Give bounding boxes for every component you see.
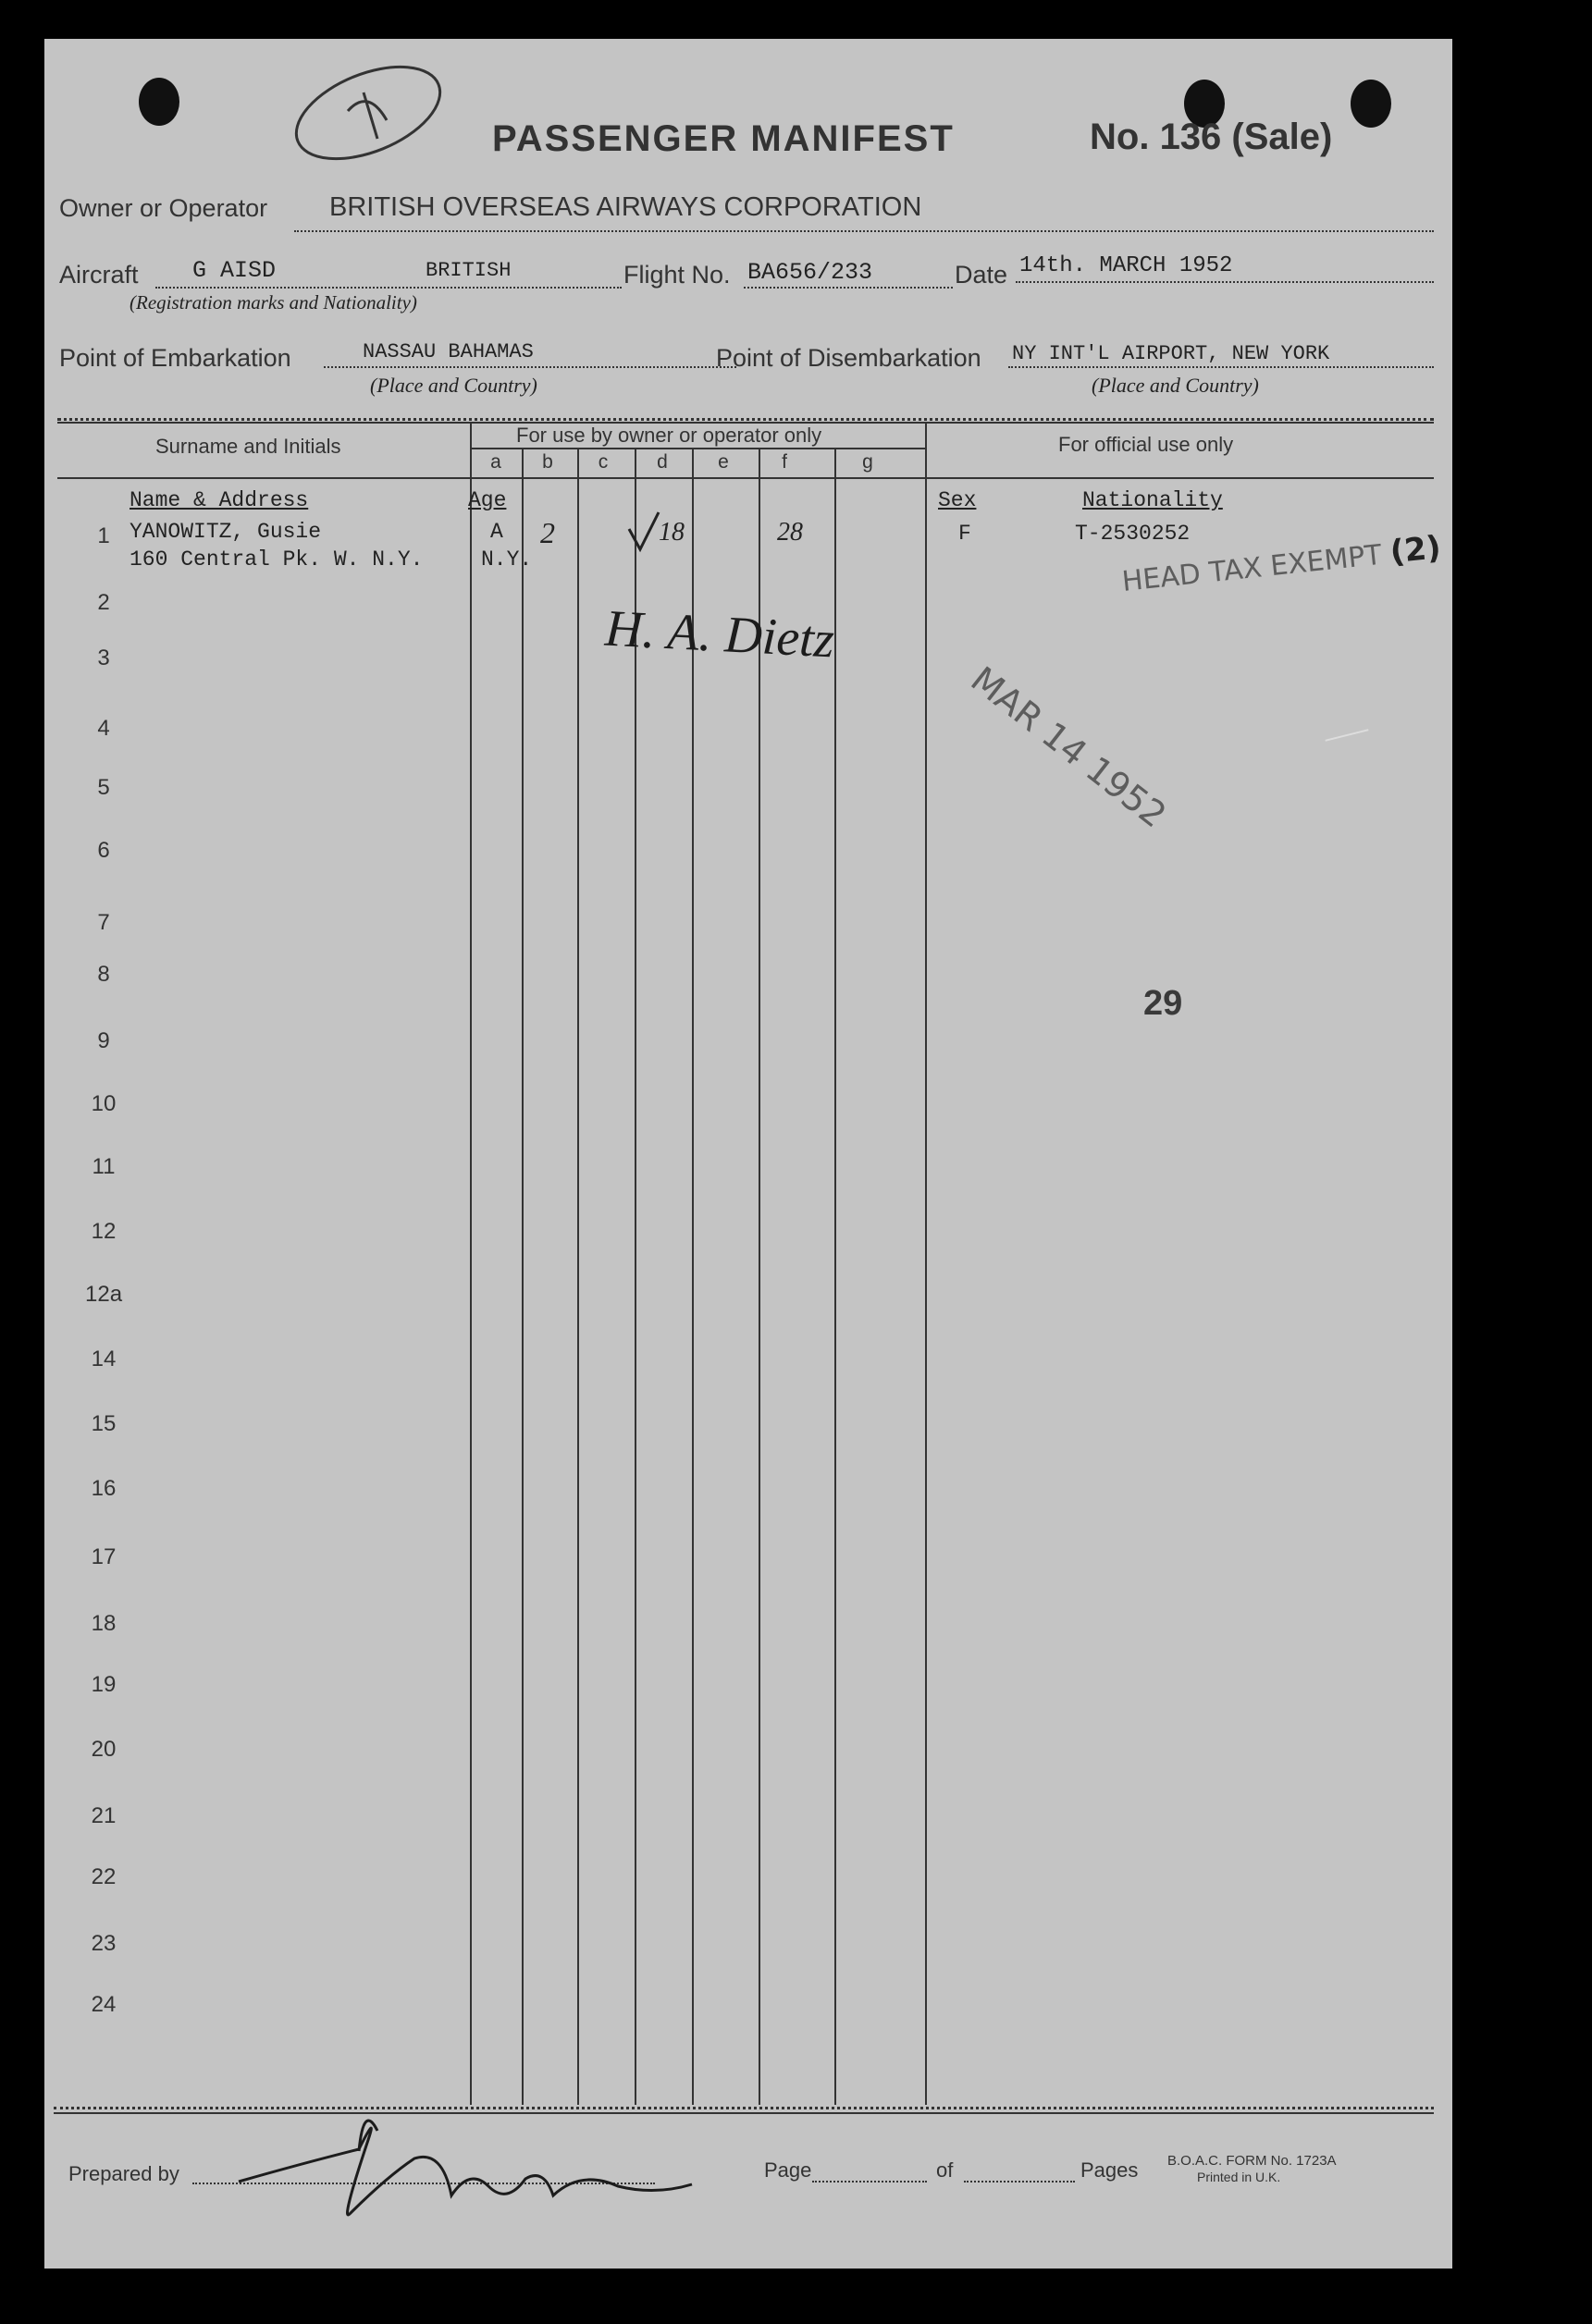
row-number: 20: [91, 1737, 117, 1762]
page-label: Page: [764, 2158, 812, 2182]
of-line: [964, 2181, 1075, 2183]
sex-label: Sex: [938, 488, 977, 512]
flight-label: Flight No.: [623, 261, 731, 289]
prepared-by-label: Prepared by: [68, 2162, 179, 2185]
date-stamp: MAR 14 1952: [963, 658, 1174, 836]
owner-line: [294, 230, 1434, 232]
embark-caption: (Place and Country): [370, 374, 537, 397]
passenger-name: YANOWITZ, Gusie: [130, 520, 322, 544]
row-number: 16: [91, 1476, 117, 1501]
row-number: 18: [91, 1611, 117, 1636]
row-number: 12: [91, 1219, 117, 1244]
column-d-header: d: [657, 451, 668, 473]
passenger-age-state: N.Y.: [481, 547, 533, 572]
column-divider: [635, 448, 636, 2105]
disembark-label: Point of Disembarkation: [716, 344, 981, 372]
flight-line: [744, 287, 953, 289]
row-number: 24: [91, 1992, 117, 2017]
embark-label: Point of Embarkation: [59, 344, 291, 372]
form-title: PASSENGER MANIFEST: [492, 118, 955, 159]
date-line: [1016, 281, 1434, 283]
row-number: 11: [92, 1154, 116, 1179]
row-number: 10: [91, 1091, 117, 1116]
name-address-label: Name & Address: [130, 488, 309, 512]
printed-in: Printed in U.K.: [1197, 2170, 1281, 2184]
embark-line: [324, 366, 736, 368]
row-number: 5: [97, 775, 110, 800]
row-number: 4: [97, 716, 110, 741]
form-number-footer: B.O.A.C. FORM No. 1723A: [1167, 2153, 1337, 2169]
preparer-signature-icon: [229, 2094, 710, 2232]
column-divider: [692, 448, 694, 2105]
age-label: Age: [468, 488, 507, 512]
pages-label: Pages: [1080, 2158, 1139, 2182]
passenger-sex: F: [958, 522, 971, 546]
head-tax-exempt-mark: (2): [1388, 529, 1443, 572]
of-label: of: [936, 2158, 954, 2182]
column-f-header: f: [782, 451, 787, 473]
embark-value: NASSAU BAHAMAS: [363, 340, 534, 363]
circled-mark-icon: [276, 46, 461, 176]
row-number: 15: [91, 1411, 117, 1436]
signature-initials: H. A. Dietz: [603, 599, 836, 670]
column-e-header: e: [718, 451, 729, 473]
row-number: 12a: [85, 1282, 123, 1307]
row-number: 2: [97, 590, 110, 615]
passenger-age: A: [490, 520, 503, 544]
page-line: [812, 2181, 927, 2183]
official-use-header: For official use only: [1058, 433, 1234, 456]
row-number: 1: [97, 523, 110, 548]
surname-header: Surname and Initials: [155, 435, 341, 458]
passenger-col-d: 18: [659, 518, 685, 547]
row-number: 22: [91, 1864, 117, 1889]
aircraft-label: Aircraft: [59, 261, 139, 289]
aircraft-caption: (Registration marks and Nationality): [130, 291, 417, 314]
row-number: 17: [91, 1544, 117, 1569]
check-mark-icon: [625, 509, 662, 555]
punch-hole: [139, 78, 179, 126]
column-divider: [925, 422, 927, 2105]
form-number: [1090, 117, 1332, 158]
form-number-value: 136 (Sale): [1159, 117, 1333, 157]
nationality-label: Nationality: [1082, 488, 1223, 512]
column-divider: [759, 448, 760, 2105]
owner-use-header: For use by owner or operator only: [516, 424, 822, 447]
disembark-caption: (Place and Country): [1092, 374, 1259, 397]
row-number: 6: [97, 838, 110, 863]
disembark-line: [1008, 366, 1434, 368]
row-number: 3: [97, 646, 110, 670]
date-value: 14th. MARCH 1952: [1019, 253, 1233, 278]
row-number: 7: [97, 910, 110, 935]
passenger-address: 160 Central Pk. W. N.Y.: [130, 547, 424, 572]
row-number: 21: [91, 1803, 117, 1828]
aircraft-nationality: BRITISH: [426, 259, 512, 282]
aircraft-line: [155, 287, 622, 289]
header-bottom-rule: [57, 477, 1434, 479]
passenger-col-b: 2: [540, 516, 555, 549]
passenger-nationality: T-2530252: [1075, 522, 1191, 546]
column-divider: [470, 422, 472, 2105]
table-top-border: [57, 418, 1434, 421]
row-number: 9: [97, 1028, 110, 1053]
column-a-header: a: [490, 451, 501, 473]
row-number: 8: [97, 962, 110, 987]
manifest-sheet: [44, 39, 1452, 2269]
column-c-header: c: [598, 451, 609, 473]
punch-hole: [1351, 80, 1391, 128]
aircraft-reg: G AISD: [192, 257, 277, 284]
row-number: 14: [91, 1346, 117, 1371]
owner-subheader-rule: [470, 448, 927, 449]
column-b-header: b: [542, 451, 553, 473]
row-number: 19: [91, 1672, 117, 1697]
owner-label: Owner or Operator: [59, 194, 268, 222]
form-number-label: No.: [1090, 117, 1150, 157]
page-number: 29: [1143, 984, 1183, 1023]
row-number: 23: [91, 1931, 117, 1956]
passenger-col-f: 28: [777, 518, 803, 547]
disembark-value: NY INT'L AIRPORT, NEW YORK: [1012, 342, 1330, 365]
head-tax-exempt-text: HEAD TAX EXEMPT: [1120, 538, 1384, 598]
date-label: Date: [955, 261, 1008, 289]
column-g-header: g: [862, 451, 873, 473]
column-divider: [577, 448, 579, 2105]
stray-mark: [1325, 729, 1368, 742]
owner-value: BRITISH OVERSEAS AIRWAYS CORPORATION: [329, 192, 922, 222]
column-divider: [834, 448, 836, 2105]
flight-value: BA656/233: [747, 259, 873, 286]
column-divider: [522, 448, 524, 2105]
